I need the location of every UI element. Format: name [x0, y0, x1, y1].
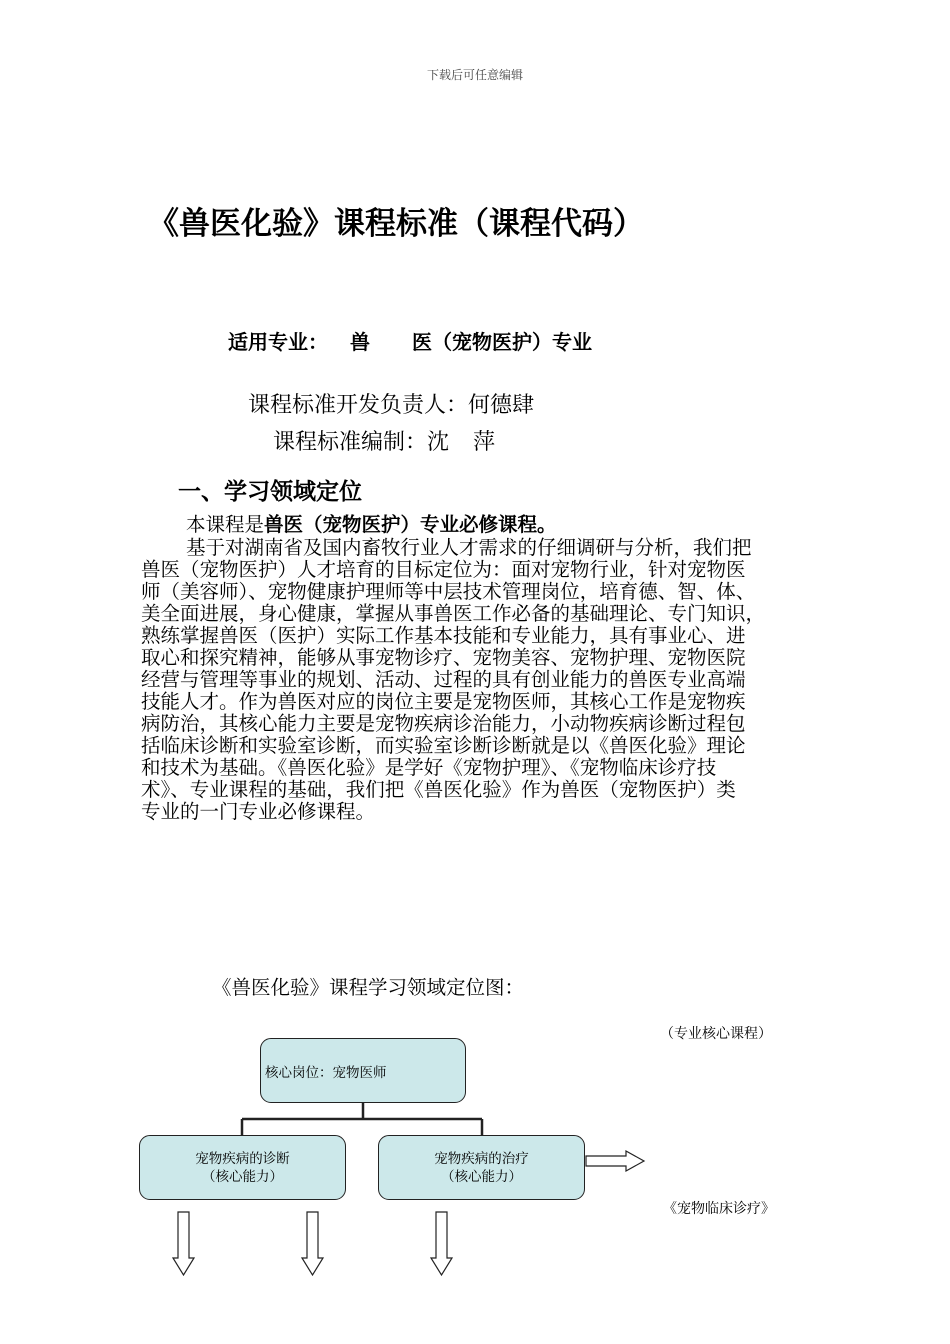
- paragraph-line: 取心和探究精神，能够从事宠物诊疗、宠物美容、宠物护理、宠物医院: [141, 646, 746, 669]
- paragraph-line: 熟练掌握兽医（医护）实际工作基本技能和专业能力，具有事业心、进: [141, 624, 746, 647]
- paragraph-line: 病防治，其核心能力主要是宠物疾病诊治能力，小动物疾病诊断过程包: [141, 712, 746, 735]
- editor-label: 课程标准编制：: [273, 430, 428, 455]
- arrow-down-icon: [173, 1212, 194, 1275]
- editor-name-b: 萍: [473, 430, 496, 455]
- diagnosis-box: [139, 1135, 346, 1200]
- treatment-line2: （核心能力）: [441, 1168, 522, 1185]
- arrow-right-icon: [586, 1151, 644, 1171]
- paragraph-line: 师（美容师）、宠物健康护理师等中层技术管理岗位，培育德、智、体、: [141, 580, 756, 603]
- lead-label: 课程标准开发负责人：: [248, 393, 469, 418]
- paragraph-line: 美全面进展，身心健康，掌握从事兽医工作必备的基础理论、专门知识，: [141, 602, 766, 625]
- major-value-a: 兽: [350, 330, 370, 354]
- diagram-caption: 《兽医化验》课程学习领域定位图：: [212, 976, 525, 999]
- arrow-down-icon: [431, 1212, 452, 1275]
- major-label: 适用专业：: [228, 330, 328, 354]
- paragraph-1-prefix: 本课程是: [186, 513, 265, 536]
- paragraph-line: 兽医（宠物医护）人才培育的目标定位为：面对宠物行业，针对宠物医: [141, 558, 746, 581]
- arrow-down-icon: [302, 1212, 323, 1275]
- paragraph-line: 和技术为基础。《兽医化验》是学好《宠物护理》、《宠物临床诊疗技: [141, 756, 717, 779]
- diagnosis-line2: （核心能力）: [202, 1168, 283, 1185]
- paragraph-1-bold: 兽医（宠物医护）专业必修课程。: [264, 513, 557, 536]
- paragraph-line: 专业的一门专业必修课程。: [141, 800, 376, 823]
- paragraph-line: 基于对湖南省及国内畜牧行业人才需求的仔细调研与分析，我们把: [186, 536, 752, 559]
- paragraph-line: 括临床诊断和实验室诊断，而实验室诊断诊断就是以《兽医化验》理论: [141, 734, 746, 757]
- editor-name-a: 沈: [427, 430, 450, 455]
- document-title: 《兽医化验》课程标准（课程代码）: [148, 206, 644, 242]
- paragraph-line: 术》、专业课程的基础，我们把《兽医化验》作为兽医（宠物医护）类: [141, 778, 736, 801]
- diagnosis-line1: 宠物疾病的诊断: [195, 1150, 290, 1167]
- core-post-label: 核心岗位：宠物医师: [265, 1064, 387, 1081]
- page-header: 下载后可任意编辑: [426, 68, 523, 82]
- section-heading-1: 一、学习领域定位: [178, 479, 362, 505]
- treatment-box: [378, 1135, 585, 1200]
- major-value-b: 医（宠物医护）专业: [412, 330, 592, 354]
- lead-name: 何德肆: [468, 393, 535, 418]
- core-post-box: [260, 1038, 466, 1103]
- treatment-line1: 宠物疾病的治疗: [434, 1150, 529, 1167]
- paragraph-line: 技能人才。作为兽医对应的岗位主要是宠物医师，其核心工作是宠物疾: [141, 690, 746, 713]
- paragraph-line: 经营与管理等事业的规划、活动、过程的具有创业能力的兽医专业高端: [141, 668, 746, 691]
- clinic-course-note: 《宠物临床诊疗》: [663, 1201, 775, 1217]
- core-course-note: （专业核心课程）: [660, 1026, 772, 1042]
